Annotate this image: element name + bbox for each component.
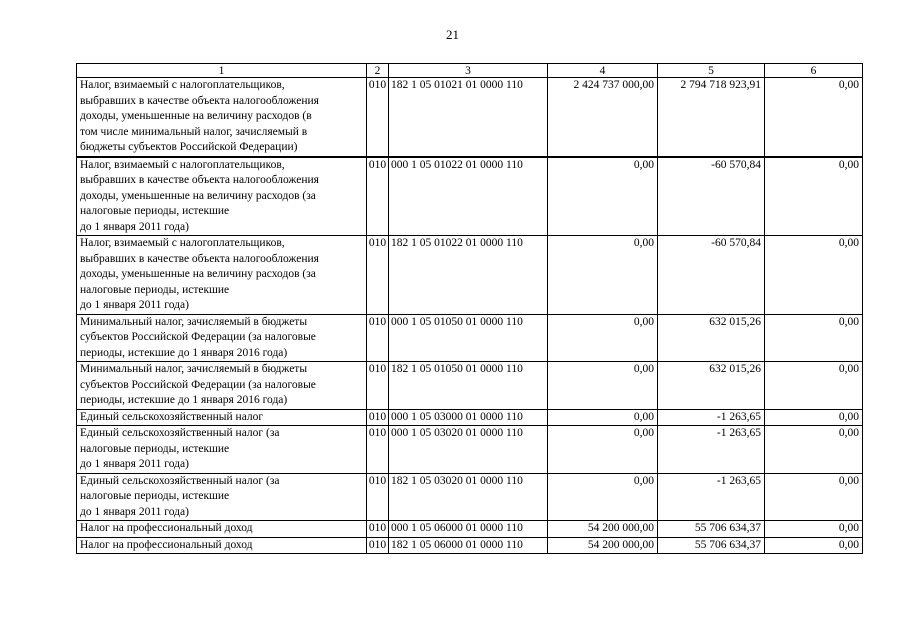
header-cell: 4 (548, 64, 658, 78)
row-budget-code-cell: 000 1 05 03000 01 0000 110 (389, 409, 548, 426)
header-cell: 1 (77, 64, 367, 78)
page-number: 21 (446, 27, 459, 42)
row-admin-code-cell: 010 (367, 537, 389, 554)
table-row (77, 314, 863, 362)
row-admin-code-cell: 010 (367, 157, 389, 236)
row-col4-cell: 2 424 737 000,00 (548, 78, 658, 157)
table-row (77, 521, 863, 538)
row-budget-code-cell: 182 1 05 01050 01 0000 110 (389, 362, 548, 410)
table-row (77, 78, 863, 157)
row-col6-cell: 0,00 (765, 362, 863, 410)
row-name-cell: Минимальный налог, зачисляемый в бюджеты субъектов Российской Федерации (за налоговые периоды, истекшие до 1 января 2016 года) (77, 362, 367, 410)
row-budget-code-cell: 000 1 05 01022 01 0000 110 (389, 157, 548, 236)
row-col6-cell: 0,00 (765, 236, 863, 315)
row-col6-cell: 0,00 (765, 537, 863, 554)
row-admin-code-cell: 010 (367, 78, 389, 157)
row-col4-cell: 0,00 (548, 157, 658, 236)
header-cell: 5 (658, 64, 765, 78)
row-col4-cell: 0,00 (548, 314, 658, 362)
row-name-cell: Налог, взимаемый с налогоплательщиков, выбравших в качестве объекта налогообложения доходы, уменьшенные на величину расходов (за налоговые периоды, истекшие до 1 января 2011 года) (77, 236, 367, 315)
table-row (77, 426, 863, 474)
row-col5-cell: -1 263,65 (658, 409, 765, 426)
row-col4-cell: 0,00 (548, 236, 658, 315)
row-col5-cell: 2 794 718 923,91 (658, 78, 765, 157)
row-admin-code-cell: 010 (367, 409, 389, 426)
row-col6-cell: 0,00 (765, 314, 863, 362)
row-admin-code-cell: 010 (367, 473, 389, 521)
table-row (77, 362, 863, 410)
row-col6-cell: 0,00 (765, 78, 863, 157)
row-col6-cell: 0,00 (765, 157, 863, 236)
table-row (77, 157, 863, 236)
row-budget-code-cell: 182 1 05 03020 01 0000 110 (389, 473, 548, 521)
row-col5-cell: -1 263,65 (658, 426, 765, 474)
row-name-cell: Налог, взимаемый с налогоплательщиков, выбравших в качестве объекта налогообложения доходы, уменьшенные на величину расходов (в том числе минимальный налог, зачисляемый в бюджеты субъектов Российской Федерации) (77, 78, 367, 157)
row-name-cell: Налог на профессиональный доход (77, 521, 367, 538)
row-budget-code-cell: 182 1 05 01022 01 0000 110 (389, 236, 548, 315)
row-name-cell: Единый сельскохозяйственный налог (за налоговые периоды, истекшие до 1 января 2011 года) (77, 473, 367, 521)
row-col6-cell: 0,00 (765, 409, 863, 426)
row-col5-cell: 55 706 634,37 (658, 521, 765, 538)
table-row (77, 236, 863, 315)
row-name-cell: Минимальный налог, зачисляемый в бюджеты субъектов Российской Федерации (за налоговые периоды, истекшие до 1 января 2016 года) (77, 314, 367, 362)
row-col4-cell: 0,00 (548, 473, 658, 521)
row-budget-code-cell: 000 1 05 03020 01 0000 110 (389, 426, 548, 474)
table-header-row (77, 64, 863, 78)
row-col5-cell: -60 570,84 (658, 236, 765, 315)
row-col5-cell: -60 570,84 (658, 157, 765, 236)
row-admin-code-cell: 010 (367, 426, 389, 474)
table-body (77, 64, 863, 554)
row-col5-cell: 55 706 634,37 (658, 537, 765, 554)
row-col6-cell: 0,00 (765, 426, 863, 474)
row-col5-cell: 632 015,26 (658, 362, 765, 410)
row-name-cell: Единый сельскохозяйственный налог (за налоговые периоды, истекшие до 1 января 2011 года) (77, 426, 367, 474)
row-budget-code-cell: 182 1 05 01021 01 0000 110 (389, 78, 548, 157)
table-row (77, 409, 863, 426)
row-budget-code-cell: 000 1 05 01050 01 0000 110 (389, 314, 548, 362)
header-cell: 3 (389, 64, 548, 78)
row-admin-code-cell: 010 (367, 521, 389, 538)
header-cell: 2 (367, 64, 389, 78)
row-budget-code-cell: 182 1 05 06000 01 0000 110 (389, 537, 548, 554)
row-admin-code-cell: 010 (367, 362, 389, 410)
row-name-cell: Налог на профессиональный доход (77, 537, 367, 554)
table-row (77, 473, 863, 521)
row-budget-code-cell: 000 1 05 06000 01 0000 110 (389, 521, 548, 538)
row-col4-cell: 54 200 000,00 (548, 537, 658, 554)
row-name-cell: Единый сельскохозяйственный налог (77, 409, 367, 426)
row-admin-code-cell: 010 (367, 236, 389, 315)
row-col4-cell: 0,00 (548, 409, 658, 426)
row-col6-cell: 0,00 (765, 473, 863, 521)
revenue-table (76, 63, 863, 554)
row-admin-code-cell: 010 (367, 314, 389, 362)
row-col5-cell: 632 015,26 (658, 314, 765, 362)
header-cell: 6 (765, 64, 863, 78)
row-col4-cell: 0,00 (548, 362, 658, 410)
row-col6-cell: 0,00 (765, 521, 863, 538)
row-name-cell: Налог, взимаемый с налогоплательщиков, выбравших в качестве объекта налогообложения доходы, уменьшенные на величину расходов (за налоговые периоды, истекшие до 1 января 2011 года) (77, 157, 367, 236)
row-col5-cell: -1 263,65 (658, 473, 765, 521)
table-row (77, 537, 863, 554)
row-col4-cell: 54 200 000,00 (548, 521, 658, 538)
row-col4-cell: 0,00 (548, 426, 658, 474)
